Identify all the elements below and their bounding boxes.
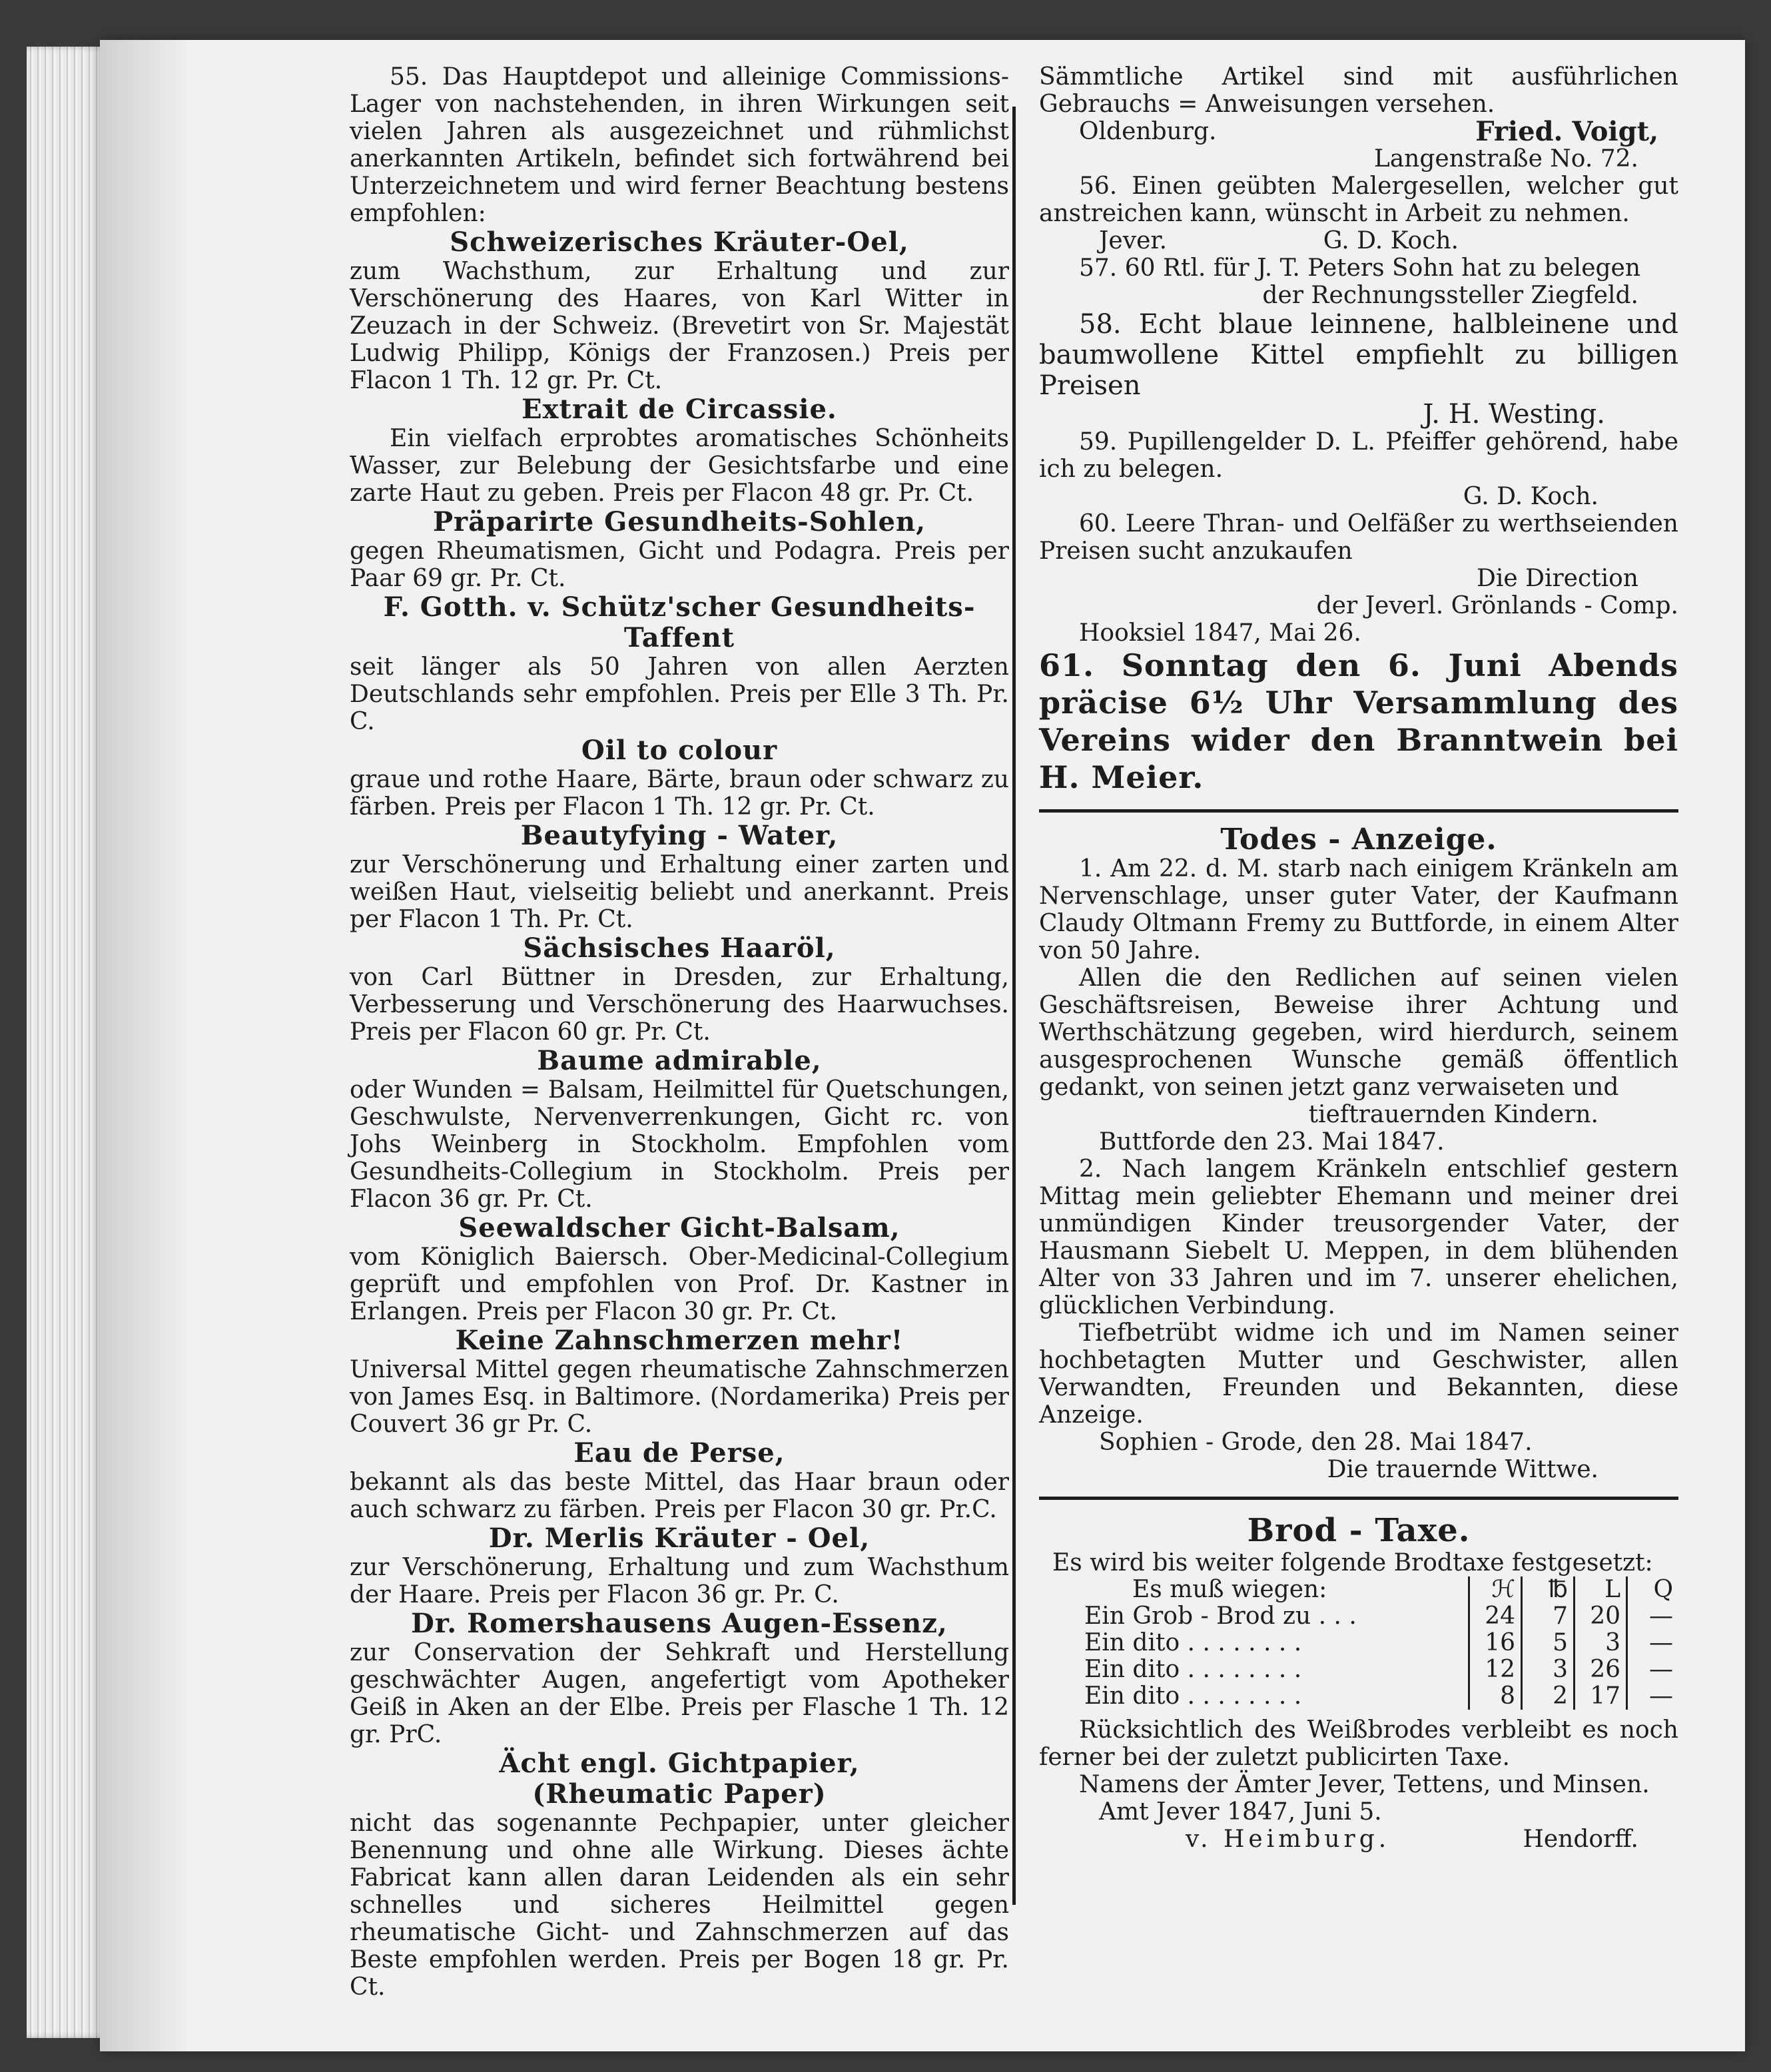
product-title: Schweizerisches Kräuter-Oel, — [450, 226, 909, 258]
bread-tax-intro: Es wird bis weiter folgende Brodtaxe festgesetzt: — [1052, 1549, 1653, 1576]
table-cell: 26 — [1575, 1656, 1627, 1683]
table-cell: Ein dito . . . . . . . . — [1084, 1629, 1302, 1656]
ad-58: 58. Echt blaue leinnene, halbleinene und baumwollene Kittel empfiehlt zu billigen Preisen — [1039, 309, 1678, 401]
product-text: oder Wunden = Balsam, Heilmittel für Quetschungen, Geschwulste, Nervenverrenkungen, Gicht rc. von Johs Weinberg in Stockholm. Empfohlen vom Gesundheits-Collegium in Stockholm. Preis per Flacon 36 gr. Pr. Ct. — [350, 1076, 1009, 1213]
product-text: gegen Rheumatismen, Gicht und Podagra. Preis per Paar 69 gr. Pr. Ct. — [350, 537, 1009, 592]
table-cell: — — [1627, 1656, 1679, 1683]
table-row — [1079, 1683, 1678, 1710]
product-title: Beautyfying - Water, — [520, 820, 839, 851]
table-cell: — — [1627, 1630, 1679, 1656]
table-cell: Ein dito . . . . . . . . — [1084, 1682, 1302, 1710]
ad-61: 61. Sonntag den 6. Juni Abends präcise 6½ Uhr Versammlung des Vereins wider den Branntwein bei H. Meier. — [1039, 647, 1678, 795]
product-text: Ein vielfach erprobtes aromatisches Schönheits Wasser, zur Belebung der Gesichtsfarbe und eine zarte Haut zu geben. Preis per Flacon 48 gr. Pr. Ct. — [350, 425, 1009, 507]
table-header-cell: L — [1575, 1576, 1627, 1603]
table-cell: 20 — [1575, 1603, 1627, 1630]
signature: v. Heimburg. — [1186, 1826, 1391, 1853]
death-notice-2: 2. Nach langem Kränkeln entschlief gestern Mittag mein geliebter Ehemann und meiner drei unmündigen Kinder treusorgender Vater, der Hausmann Siebelt U. Meppen, in dem blühenden Alter von 33 Jahren und im 7. unserer ehelichen, glücklichen Verbindung. — [1039, 1156, 1678, 1319]
product-item — [350, 1438, 1009, 1523]
product-item — [350, 1213, 1009, 1325]
product-title: Sächsisches Haaröl, — [523, 932, 836, 964]
table-cell: 5 — [1522, 1630, 1575, 1656]
table-cell: 8 — [1469, 1683, 1522, 1710]
death-notice-1-text: Allen die den Redlichen auf seinen vielen Geschäftsreisen, Beweise ihrer Achtung und Werthschätzung gegeben, wird hierdurch, seinem ausgesprochenen Wunsche gemäß öffentlich gedankt, von seinen jetzt ganz verwaiseten und — [1039, 964, 1678, 1101]
table-header-cell: Es muß wiegen: — [1132, 1576, 1327, 1603]
product-text: zum Wachsthum, zur Erhaltung und zur Verschönerung des Haares, von Karl Witter in Zeuzach in der Schweiz. (Brevetirt von Sr. Majestät Ludwig Philipp, Königs der Franzosen.) Preis per Flacon 1 Th. 12 gr. Pr. Ct. — [350, 258, 1009, 394]
product-title: Baume admirable, — [537, 1045, 822, 1076]
ad-57: 57. 60 Rtl. für J. T. Peters Sohn hat zu belegen — [1079, 254, 1641, 282]
ad-55-continuation: Sämmtliche Artikel sind mit ausführlichen Gebrauchs = Anweisungen versehen. — [1039, 63, 1678, 118]
place: Oldenburg. — [1079, 118, 1217, 145]
product-item — [350, 1523, 1009, 1608]
product-item — [350, 1608, 1009, 1748]
place: Jever. — [1099, 227, 1168, 254]
table-cell: 24 — [1469, 1603, 1522, 1630]
product-item — [350, 592, 1009, 735]
table-cell: 16 — [1469, 1630, 1522, 1656]
table-cell: Ein dito . . . . . . . . — [1084, 1656, 1302, 1683]
death-notice-2-text: Tiefbetrübt widme ich und im Namen seiner hochbetagten Mutter und Geschwister, allen Verwandten, Freunden und Bekannten, diese Anzeige. — [1039, 1319, 1678, 1429]
table-cell: 17 — [1575, 1683, 1627, 1710]
product-text: nicht das sogenannte Pechpapier, unter gleicher Benennung und ohne alle Wirkung. Dieses ächte Fabricat kann allen daran Leidenden als ein sehr schnelles und sicheres Heilmittel gegen rheumatische Gicht- und Zahnschmerzen auf das Beste empfohlen werden. Preis per Bogen 18 gr. Pr. Ct. — [350, 1810, 1009, 2001]
ad-60: 60. Leere Thran- und Oelfäßer zu werthseienden Preisen sucht anzukaufen — [1039, 510, 1678, 565]
signature: Fried. Voigt, — [1475, 116, 1658, 147]
ad-56: 56. Einen geübten Malergesellen, welcher gut anstreichen kann, wünscht in Arbeit zu nehmen. — [1039, 173, 1678, 227]
product-title: Extrait de Circassie. — [522, 394, 837, 425]
section-rule — [1039, 1497, 1678, 1500]
ad-59: 59. Pupillengelder D. L. Pfeiffer gehörend, habe ich zu belegen. — [1039, 428, 1678, 483]
product-text: bekannt als das beste Mittel, das Haar braun oder auch schwarz zu färben. Preis per Flacon 30 gr. Pr.C. — [350, 1469, 1009, 1523]
product-text: zur Verschönerung, Erhaltung und zum Wachsthum der Haare. Preis per Flacon 36 gr. Pr. C. — [350, 1554, 1009, 1608]
table-row — [1079, 1656, 1678, 1683]
ad-55-signature — [1039, 118, 1678, 145]
product-title: Dr. Romershausens Augen-Essenz, — [411, 1608, 948, 1639]
product-item — [350, 1325, 1009, 1438]
product-text: seit länger als 50 Jahren von allen Aerzten Deutschlands sehr empfohlen. Preis per Elle 3 Th. Pr. C. — [350, 653, 1009, 735]
product-item — [350, 507, 1009, 592]
product-title: Keine Zahnschmerzen mehr! — [455, 1325, 904, 1356]
product-text: Universal Mittel gegen rheumatische Zahnschmerzen von James Esq. in Baltimore. (Nordamerika) Preis per Couvert 36 gr Pr. C. — [350, 1356, 1009, 1438]
table-header-cell: Q — [1627, 1576, 1679, 1603]
product-item — [350, 227, 1009, 394]
table-row — [1079, 1630, 1678, 1656]
left-column — [350, 63, 1009, 2001]
ad-57-signature: der Rechnungssteller Ziegfeld. — [1262, 282, 1638, 309]
bread-tax-office: Namens der Ämter Jever, Tettens, und Minsen. — [1079, 1771, 1650, 1798]
product-title: F. Gotth. v. Schütz'scher Gesundheits-Taffent — [383, 591, 976, 653]
product-item — [350, 394, 1009, 507]
product-title: Ächt engl. Gichtpapier, — [499, 1748, 860, 1779]
bread-tax-date: Amt Jever 1847, Juni 5. — [1099, 1798, 1382, 1826]
table-cell: 12 — [1469, 1656, 1522, 1683]
ad-59-signature: G. D. Koch. — [1463, 483, 1598, 510]
product-subtitle: (Rheumatic Paper) — [532, 1778, 827, 1810]
table-cell: Ein Grob - Brod zu . . . — [1084, 1602, 1357, 1630]
product-item — [350, 933, 1009, 1046]
table-row — [1079, 1603, 1678, 1630]
product-text: vom Königlich Baiersch. Ober-Medicinal-Collegium geprüft und empfohlen von Prof. Dr. Kastner in Erlangen. Preis per Flacon 30 gr. Pr. Ct. — [350, 1243, 1009, 1325]
product-title: Oil to colour — [581, 735, 778, 766]
signature: Hendorff. — [1523, 1826, 1638, 1853]
product-item — [350, 1046, 1009, 1213]
signature: G. D. Koch. — [1323, 227, 1459, 254]
section-rule — [1039, 809, 1678, 813]
ad-58-signature: J. H. Westing. — [1423, 399, 1605, 430]
product-title: Seewaldscher Gicht-Balsam, — [458, 1212, 900, 1243]
product-title: Präparirte Gesundheits-Sohlen, — [432, 506, 926, 537]
product-item — [350, 1748, 1009, 2001]
death-notice-2-signature: Die trauernde Wittwe. — [1327, 1456, 1598, 1483]
bread-tax-table — [1079, 1576, 1678, 1710]
ad-60-date: Hooksiel 1847, Mai 26. — [1079, 619, 1361, 647]
ad-55-intro: 55. Das Hauptdepot und alleinige Commissions-Lager von nachstehenden, in ihren Wirkungen seit vielen Jahren als ausgezeichnet und rühmlichst anerkannten Artikeln, befindet sich fortwährend bei Unterzeichnetem und wird ferner Beachtung bestens empfohlen: — [350, 63, 1009, 227]
product-text: von Carl Büttner in Dresden, zur Erhaltung, Verbesserung und Verschönerung des Haarwuchses. Preis per Flacon 60 gr. Pr. Ct. — [350, 964, 1009, 1046]
death-notice-1-signature: tieftrauernden Kindern. — [1308, 1101, 1598, 1128]
bread-tax-note: Rücksichtlich des Weißbrodes verbleibt es noch ferner bei der zuletzt publicirten Taxe. — [1039, 1716, 1678, 1771]
product-item — [350, 821, 1009, 933]
address: Langenstraße No. 72. — [1373, 145, 1638, 173]
ad-56-signature — [1039, 227, 1678, 254]
death-notice-1-date: Buttforde den 23. Mai 1847. — [1099, 1128, 1445, 1156]
gutter-shadow — [100, 40, 193, 2051]
bread-tax-title: Brod - Taxe. — [1247, 1512, 1471, 1549]
bread-tax-signatures — [1039, 1826, 1678, 1853]
product-item — [350, 735, 1009, 821]
product-title: Dr. Merlis Kräuter - Oel, — [488, 1523, 871, 1554]
table-cell: 7 — [1522, 1603, 1575, 1630]
product-text: zur Verschönerung und Erhaltung einer zarten und weißen Haut, vielseitig beliebt und anerkannt. Preis per Flacon 1 Th. Pr. Ct. — [350, 851, 1009, 933]
product-title: Eau de Perse, — [573, 1437, 785, 1469]
table-header-row — [1079, 1576, 1678, 1603]
column-divider — [1012, 107, 1016, 1905]
death-notice-1: 1. Am 22. d. M. starb nach einigem Kränkeln am Nervenschlage, unser guter Vater, der Kaufmann Claudy Oltmann Fremy zu Buttforde, in einem Alter von 50 Jahre. — [1039, 855, 1678, 964]
ad-60-signature: Die Direction — [1476, 565, 1638, 592]
table-header-cell: ℔ — [1522, 1576, 1575, 1603]
right-column — [1039, 63, 1678, 1853]
table-cell: — — [1627, 1683, 1679, 1710]
table-cell: 2 — [1522, 1683, 1575, 1710]
table-cell: 3 — [1522, 1656, 1575, 1683]
product-text: zur Conservation der Sehkraft und Herstellung geschwächter Augen, angefertigt vom Apotheker Geiß in Aken an der Elbe. Preis per Flasche 1 Th. 12 gr. PrC. — [350, 1639, 1009, 1748]
death-notice-title: Todes - Anzeige. — [1220, 823, 1497, 857]
table-cell: — — [1627, 1603, 1679, 1630]
death-notice-2-date: Sophien - Grode, den 28. Mai 1847. — [1099, 1429, 1533, 1456]
product-text: graue und rothe Haare, Bärte, braun oder schwarz zu färben. Preis per Flacon 1 Th. 12 gr. Pr. Ct. — [350, 766, 1009, 821]
table-cell: 3 — [1575, 1630, 1627, 1656]
ad-60-signature-company: der Jeverl. Grönlands - Comp. — [1316, 592, 1678, 619]
table-header-cell: ℋ — [1469, 1576, 1522, 1603]
